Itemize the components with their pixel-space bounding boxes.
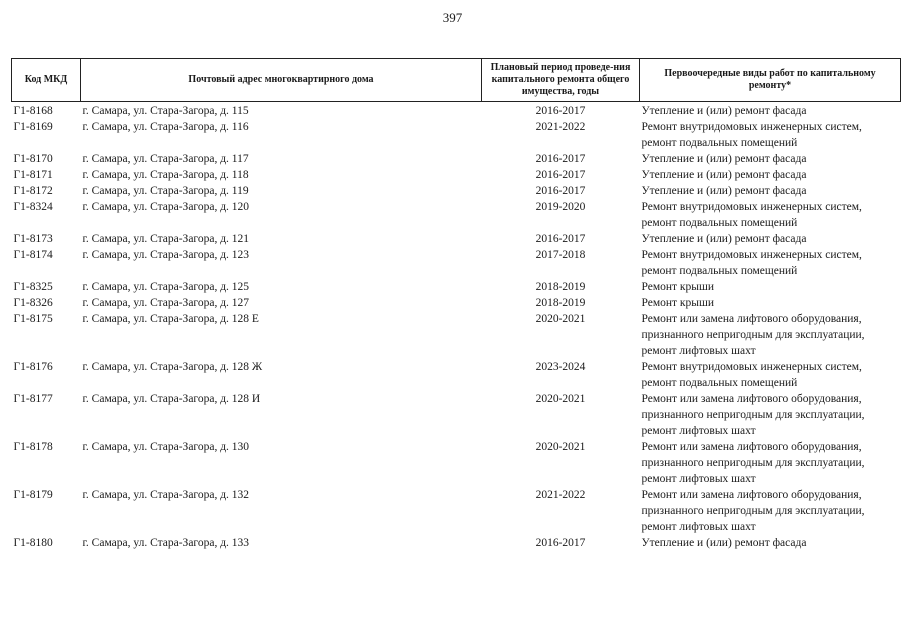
table-row	[12, 535, 901, 551]
row-period: 2016-2017	[535, 169, 586, 181]
row-code: Г1-8173	[13, 233, 53, 245]
row-period: 2019-2020	[535, 201, 586, 213]
row-address: г. Самара, ул. Стара-Загора, д. 130	[82, 441, 250, 453]
row-period: 2023-2024	[535, 361, 586, 373]
row-address: г. Самара, ул. Стара-Загора, д. 128 Е	[82, 313, 259, 325]
row-code: Г1-8325	[13, 281, 53, 293]
table-body	[12, 102, 901, 552]
table-row	[12, 167, 901, 183]
row-period: 2018-2019	[535, 297, 586, 309]
row-code: Г1-8180	[13, 537, 53, 549]
table-row	[12, 439, 901, 487]
row-works-line: ремонт лифтовых шахт	[641, 521, 756, 533]
row-works-line: Ремонт внутридомовых инженерных систем,	[641, 201, 862, 213]
row-works	[640, 359, 901, 391]
header-code: Код МКД	[12, 59, 81, 102]
row-works-line: Ремонт или замена лифтового оборудования,	[641, 489, 862, 501]
table-row	[12, 311, 901, 359]
row-code: Г1-8178	[13, 441, 53, 453]
row-works	[640, 247, 901, 279]
row-period: 2016-2017	[535, 537, 586, 549]
row-period: 2020-2021	[535, 393, 586, 405]
row-address: г. Самара, ул. Стара-Загора, д. 133	[82, 537, 250, 549]
row-period: 2020-2021	[535, 313, 586, 325]
row-period: 2016-2017	[535, 105, 586, 117]
row-works-line: Ремонт внутридомовых инженерных систем,	[641, 361, 862, 373]
row-works	[640, 167, 901, 183]
row-works	[640, 487, 901, 535]
row-works-line: Ремонт внутридомовых инженерных систем,	[641, 121, 862, 133]
row-works-line: ремонт подвальных помещений	[641, 377, 798, 389]
row-address: г. Самара, ул. Стара-Загора, д. 119	[82, 185, 249, 197]
row-address: г. Самара, ул. Стара-Загора, д. 118	[82, 169, 249, 181]
row-code: Г1-8324	[13, 201, 53, 213]
row-works-line: признанного непригодным для эксплуатации,	[641, 409, 865, 421]
row-period: 2016-2017	[535, 233, 586, 245]
row-works-line: признанного непригодным для эксплуатации,	[641, 329, 865, 341]
row-code: Г1-8179	[13, 489, 53, 501]
table-row	[12, 279, 901, 295]
row-works	[640, 311, 901, 359]
table-row	[12, 487, 901, 535]
row-works-line: Ремонт или замена лифтового оборудования,	[641, 393, 862, 405]
row-address: г. Самара, ул. Стара-Загора, д. 115	[82, 105, 249, 117]
row-code: Г1-8169	[13, 121, 53, 133]
capital-repair-table	[11, 58, 901, 551]
row-works-line: Ремонт крыши	[641, 297, 715, 309]
row-period: 2017-2018	[535, 249, 586, 261]
row-works-line: Ремонт крыши	[641, 281, 715, 293]
row-address: г. Самара, ул. Стара-Загора, д. 117	[82, 153, 249, 165]
row-works	[640, 183, 901, 199]
table-header	[12, 59, 901, 102]
row-code: Г1-8170	[13, 153, 53, 165]
row-works-line: ремонт подвальных помещений	[641, 217, 798, 229]
row-code: Г1-8168	[13, 105, 53, 117]
row-works-line: Утепление и (или) ремонт фасада	[641, 153, 807, 165]
header-address: Почтовый адрес многоквартирного дома	[81, 59, 482, 102]
row-code: Г1-8326	[13, 297, 53, 309]
row-period: 2018-2019	[535, 281, 586, 293]
row-address: г. Самара, ул. Стара-Загора, д. 132	[82, 489, 250, 501]
row-works	[640, 535, 901, 551]
table-row	[12, 199, 901, 231]
row-address: г. Самара, ул. Стара-Загора, д. 121	[82, 233, 250, 245]
row-works-line: ремонт подвальных помещений	[641, 137, 798, 149]
row-works	[640, 199, 901, 231]
row-address: г. Самара, ул. Стара-Загора, д. 116	[82, 121, 249, 133]
row-works-line: ремонт лифтовых шахт	[641, 345, 756, 357]
row-works-line: Утепление и (или) ремонт фасада	[641, 105, 807, 117]
table-row	[12, 151, 901, 167]
row-works	[640, 231, 901, 247]
row-works-line: признанного непригодным для эксплуатации,	[641, 457, 865, 469]
header-period: Плановый период проведе-ния капитального ремонта общего имущества, годы	[482, 59, 640, 102]
row-works	[640, 295, 901, 311]
row-works	[640, 439, 901, 487]
row-works-line: Ремонт или замена лифтового оборудования,	[641, 313, 862, 325]
row-code: Г1-8175	[13, 313, 53, 325]
row-address: г. Самара, ул. Стара-Загора, д. 127	[82, 297, 250, 309]
row-works	[640, 279, 901, 295]
row-works	[640, 391, 901, 439]
row-works-line: ремонт подвальных помещений	[641, 265, 798, 277]
row-works-line: Утепление и (или) ремонт фасада	[641, 537, 807, 549]
row-address: г. Самара, ул. Стара-Загора, д. 128 Ж	[82, 361, 263, 373]
row-period: 2021-2022	[535, 121, 586, 133]
row-code: Г1-8174	[13, 249, 53, 261]
header-works: Первоочередные виды работ по капитальному ремонту*	[640, 59, 901, 102]
row-works	[640, 102, 901, 120]
row-address: г. Самара, ул. Стара-Загора, д. 120	[82, 201, 250, 213]
table-row	[12, 183, 901, 199]
table-row	[12, 247, 901, 279]
table-row	[12, 119, 901, 151]
row-works-line: Ремонт или замена лифтового оборудования,	[641, 441, 862, 453]
table-row	[12, 359, 901, 391]
row-works-line: ремонт лифтовых шахт	[641, 473, 756, 485]
row-works-line: Утепление и (или) ремонт фасада	[641, 233, 807, 245]
row-address: г. Самара, ул. Стара-Загора, д. 123	[82, 249, 250, 261]
row-works	[640, 119, 901, 151]
row-code: Г1-8171	[13, 169, 53, 181]
row-works-line: Утепление и (или) ремонт фасада	[641, 169, 807, 181]
table-row	[12, 295, 901, 311]
table-row	[12, 231, 901, 247]
row-period: 2016-2017	[535, 153, 586, 165]
row-works-line: ремонт лифтовых шахт	[641, 425, 756, 437]
row-code: Г1-8176	[13, 361, 53, 373]
row-period: 2020-2021	[535, 441, 586, 453]
page-number: 397	[442, 10, 463, 25]
row-code: Г1-8172	[13, 185, 53, 197]
row-works-line: Ремонт внутридомовых инженерных систем,	[641, 249, 862, 261]
table-row	[12, 102, 901, 120]
row-works-line: признанного непригодным для эксплуатации,	[641, 505, 865, 517]
row-address: г. Самара, ул. Стара-Загора, д. 125	[82, 281, 250, 293]
row-works	[640, 151, 901, 167]
row-works-line: Утепление и (или) ремонт фасада	[641, 185, 807, 197]
row-code: Г1-8177	[13, 393, 53, 405]
row-period: 2016-2017	[535, 185, 586, 197]
row-period: 2021-2022	[535, 489, 586, 501]
row-address: г. Самара, ул. Стара-Загора, д. 128 И	[82, 393, 261, 405]
table-row	[12, 391, 901, 439]
